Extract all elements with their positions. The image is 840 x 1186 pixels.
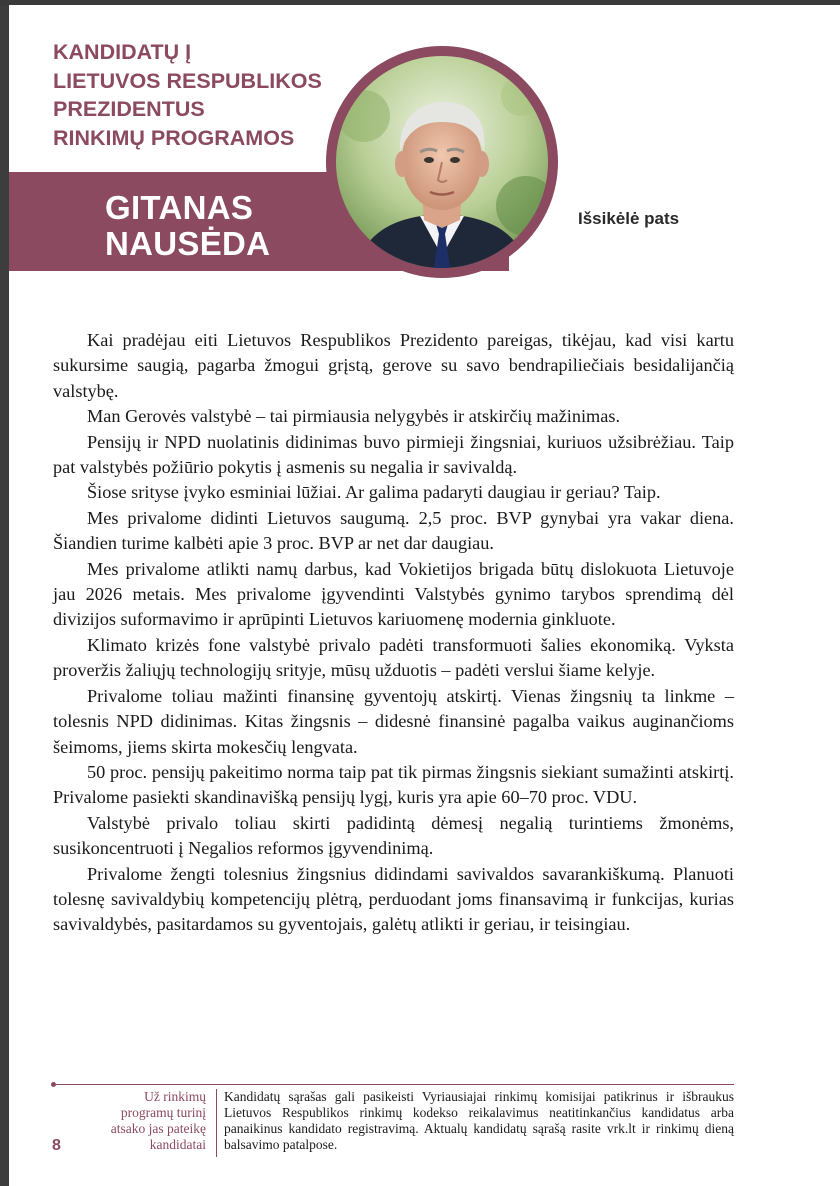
paragraph: Kai pradėjau eiti Lietuvos Respublikos Prezidento pareigas, tikėjau, kad visi kartu sukursime saugią, pagarba žmogui grįstą, gerove su savo bendrapiliečiais besidalijančią valstybę. (53, 330, 734, 401)
footer-note: Kandidatų sąrašas gali pasikeisti Vyriausiajai rinkimų komisijai patikrinus ir išbraukus Lietuvos Respublikos rinkimų kodekso reikalavimus neatitinkančius kandidatus arba panaikinus kandidato registravimą. Aktualų kandidatų sąrašą rasite vrk.lt ir rinkimų dieną balsavimo patalpose. (224, 1089, 734, 1152)
candidate-last-name: NAUSĖDA (105, 225, 271, 262)
paragraph: Valstybė privalo toliau skirti padidintą dėmesį negalią turintiems žmonėms, susikoncentruoti į Negalios reformos įgyvendinimą. (53, 812, 734, 859)
nomination-label: Išsikėlė pats (578, 209, 680, 228)
side-note-line: kandidatai (149, 1137, 206, 1152)
paragraph: Šiose srityse įvyko esminiai lūžiai. Ar galima padaryti daugiau ir geriau? Taip. (87, 482, 661, 503)
paragraph: Klimato krizės fone valstybė privalo padėti transformuoti šalies ekonomiką. Vyksta proveržis žaliųjų technologijų srityje, mūsų užduotis – padėti verslui šiame kelyje. (53, 634, 734, 681)
candidate-name (105, 190, 305, 262)
paragraph: Man Gerovės valstybė – tai pirmiausia nelygybės ir atskirčių mažinimas. (87, 406, 621, 427)
footer-side-note (88, 1089, 206, 1153)
side-note-line: Už rinkimų (144, 1089, 206, 1104)
footer-rule (53, 1084, 734, 1085)
page-number: 8 (52, 1137, 61, 1154)
paragraph: Privalome toliau mažinti finansinę gyventojų atskirtį. Vienas žingsnių ta linkme – tolesnis NPD didinimas. Kitas žingsnis – didesnė finansinė pagalba vaikus auginančioms šeimoms, jiems skirta mokesčių lengvata. (53, 685, 734, 757)
paragraph: Mes privalome didinti Lietuvos saugumą. 2,5 proc. BVP gynybai yra vakar diena. Šiandien turime kalbėti apie 3 proc. BVP ar net dar daugiau. (53, 507, 734, 554)
footer-divider (216, 1089, 217, 1157)
title-line: KANDIDATŲ Į (53, 40, 192, 64)
paragraph: Privalome žengti tolesnius žingsnius didindami savivaldos savarankiškumą. Planuoti tolesnę savivaldybių kompetencijų plėtrą, perduodant joms finansavimą ir funkcijas, kurias savivaldybės, pasitardamos su gyventojais, galėtų atlikti ir geriau, ir teisingiau. (53, 863, 734, 935)
paragraph: Mes privalome atlikti namų darbus, kad Vokietijos brigada būtų dislokuota Lietuvoje jau 2026 metais. Mes privalome įgyvendinti Valstybės gynimo tarybos sprendimą dėl divizijos suformavimo ir aprūpinti Lietuvos kariuomenę modernia ginkluote. (53, 558, 734, 630)
footer-rule-dot (51, 1082, 56, 1087)
side-note-line: programų turinį (120, 1105, 206, 1120)
side-note-line: atsako jas pateikę (110, 1121, 206, 1136)
top-edge-bar (0, 0, 840, 5)
title-line: LIETUVOS RESPUBLIKOS (53, 68, 322, 93)
paragraph: 50 proc. pensijų pakeitimo norma taip pat tik pirmas žingsnis siekiant sumažinti atskirtį. Privalome pasiekti skandinavišką pensijų lygį, kuris yra apie 60–70 proc. VDU. (53, 761, 734, 808)
left-edge-bar (0, 5, 9, 1186)
title-line: PREZIDENTUS (53, 97, 205, 121)
paragraph: Pensijų ir NPD nuolatinis didinimas buvo pirmieji žingsniai, kuriuos užsibrėžiau. Taip pat valstybės požiūrio pokytis į asmenis su negalia ir savivaldą. (53, 431, 734, 478)
publication-title (53, 38, 343, 152)
title-line: RINKIMŲ PROGRAMOS (53, 125, 295, 150)
candidate-first-name: GITANAS (105, 189, 254, 226)
program-text (53, 328, 734, 938)
candidate-photo (336, 56, 548, 268)
